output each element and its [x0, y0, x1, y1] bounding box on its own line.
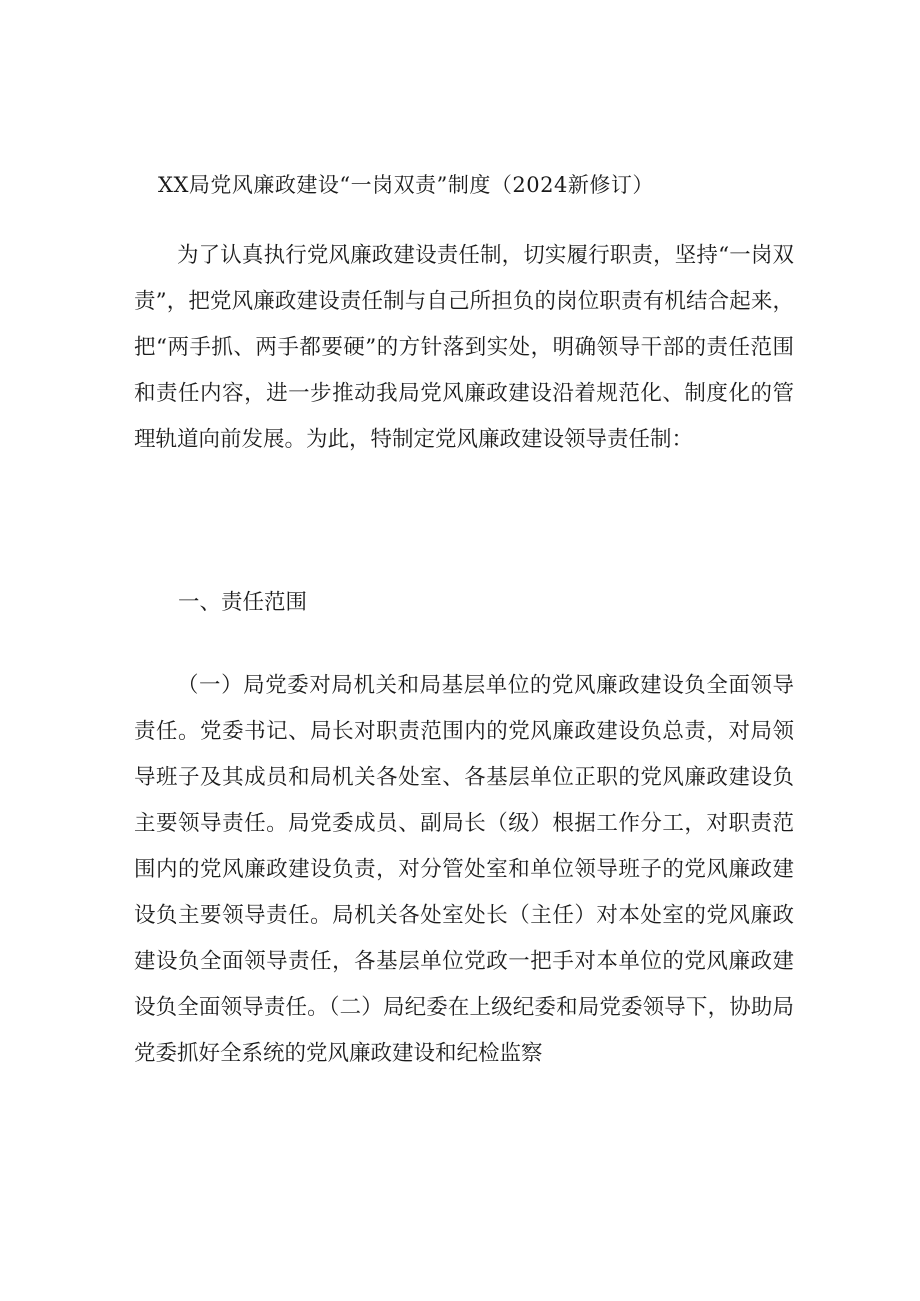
document-title: XX局党风廉政建设“一岗双责”制度（2024新修订）	[158, 173, 654, 197]
section-heading: 一、责任范围	[178, 590, 308, 615]
intro-paragraph: 为了认真执行党风廉政建设责任制，切实履行职责，坚持“一岗双责”，把党风廉政建设责任制与自己所担负的岗位职责有机结合起来，把“两手抓、两手都要硬”的方针落到实处，明确领导干部的责任范围和责任内容，进一步推动我局党风廉政建设沿着规范化、制度化的管理轨道向前发展。为此，特制定党风廉政建设领导责任制：	[134, 243, 794, 452]
section-paragraph: （一）局党委对局机关和局基层单位的党风廉政建设负全面领导责任。党委书记、局长对职责范围内的党风廉政建设负总责，对局领导班子及其成员和局机关各处室、各基层单位正职的党风廉政建设负主要领导责任。局党委成员、副局长（级）根据工作分工，对职责范围内的党风廉政建设负责，对分管处室和单位领导班子的党风廉政建设负主要领导责任。局机关各处室处长（主任）对本处室的党风廉政建设负全面领导责任，各基层单位党政一把手对本单位的党风廉政建设负全面领导责任。（二）局纪委在上级纪委和局党委领导下，协助局党委抓好全系统的党风廉政建设和纪检监察	[134, 673, 794, 1066]
